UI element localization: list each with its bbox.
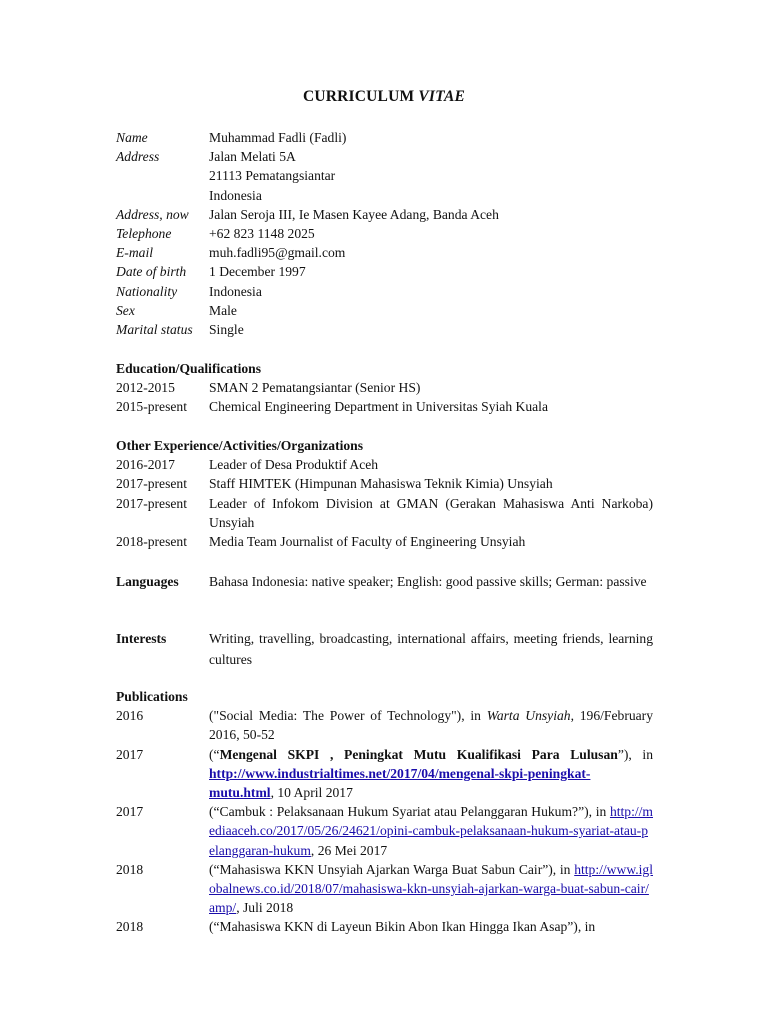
experience-text: Leader of Desa Produktif Aceh: [209, 457, 379, 473]
personal-row: [116, 224, 653, 243]
experience-period: 2018-present: [116, 534, 187, 550]
languages-section: [116, 572, 653, 591]
pub-text-pre: (“Cambuk : Pelaksanaan Hukum Syariat atau Pelanggaran Hukum?”), in: [209, 804, 610, 820]
experience-period: 2016-2017: [116, 457, 175, 473]
experience-period: 2017-present: [116, 476, 187, 492]
personal-row: [116, 166, 653, 185]
education-text: Chemical Engineering Department in Universitas Syiah Kuala: [209, 399, 548, 415]
experience-heading: Other Experience/Activities/Organizations: [116, 438, 364, 453]
pub-title: Mengenal SKPI , Peningkat Mutu Kualifikasi Para Lulusan: [219, 746, 618, 762]
experience-row: [116, 474, 653, 493]
pub-text-post: , 10 April 2017: [270, 785, 353, 801]
personal-label: Nationality: [116, 283, 178, 299]
languages-text: Bahasa Indonesia: native speaker; English: good passive skills; German: passive: [209, 574, 647, 589]
experience-text: Media Team Journalist of Faculty of Engineering Unsyiah: [209, 534, 526, 550]
pub-text-mid: ”), in: [617, 746, 653, 762]
personal-row: [116, 186, 653, 205]
personal-value: 21113 Pematangsiantar: [209, 168, 336, 184]
personal-value: Jalan Seroja III, Ie Masen Kayee Adang, Banda Aceh: [209, 206, 499, 222]
personal-label: Address, now: [116, 206, 189, 222]
publication-row: [116, 706, 653, 744]
personal-row: [116, 205, 653, 224]
interests-row: [116, 629, 653, 670]
experience-row: [116, 455, 653, 474]
pub-text-post: , Juli 2018: [236, 900, 294, 916]
languages-row: [116, 572, 653, 591]
pub-text-pre: (“Mahasiswa KKN di Layeun Bikin Abon Ikan Hingga Ikan Asap”), in: [209, 919, 596, 935]
education-row: [116, 397, 653, 416]
personal-value: muh.fadli95@gmail.com: [209, 245, 346, 261]
pub-text-pre: ("Social Media: The Power of Technology"), in: [209, 708, 487, 724]
personal-label: Name: [116, 130, 148, 145]
publication-text: [209, 745, 653, 803]
publication-row: [116, 745, 653, 803]
experience-period: 2017-present: [116, 495, 187, 511]
publications-section: [116, 687, 653, 937]
interests-label: Interests: [116, 631, 167, 646]
pub-link[interactable]: http://www.industrialtimes.net/2017/04/mengenal-skpi-peningkat-mutu.html: [209, 765, 591, 801]
pub-link[interactable]: http://www.iglobalnews.co.id/2018/07/mahasiswa-kkn-unsyiah-ajarkan-warga-buat-sabun-cair/amp/: [209, 861, 653, 916]
pub-text-pre: (“: [209, 746, 220, 762]
publication-text: [209, 706, 653, 744]
personal-value: 1 December 1997: [209, 264, 306, 280]
personal-row: [116, 147, 653, 166]
publication-row: [116, 802, 653, 860]
personal-value: Male: [209, 302, 237, 318]
publication-year: 2018: [116, 861, 144, 877]
personal-value: Single: [209, 322, 244, 338]
personal-label: Marital status: [116, 322, 193, 338]
title-main: CURRICULUM: [302, 88, 415, 105]
publication-text: [209, 917, 653, 936]
personal-row: [116, 262, 653, 281]
pub-text-post: , 196/February 2016, 50-52: [209, 708, 653, 743]
education-period: 2015-present: [116, 399, 187, 415]
experience-row: [116, 494, 653, 532]
education-text: SMAN 2 Pematangsiantar (Senior HS): [209, 380, 421, 396]
pub-link[interactable]: http://mediaaceh.co/2017/05/26/24621/opini-cambuk-pelaksanaan-hukum-syariat-atau-pelanggaran-hukum: [209, 804, 653, 858]
personal-row: [116, 128, 653, 147]
publication-year: 2017: [116, 746, 144, 762]
publication-text: [209, 860, 653, 918]
languages-label: Languages: [116, 574, 179, 589]
education-row: [116, 378, 653, 397]
personal-value: +62 823 1148 2025: [209, 226, 315, 242]
education-heading: Education/Qualifications: [116, 361, 262, 376]
publication-year: 2017: [116, 804, 144, 820]
title-emphasis: VITAE: [418, 88, 466, 105]
personal-value: Indonesia: [209, 187, 262, 203]
personal-row: [116, 243, 653, 262]
experience-section: [116, 436, 653, 551]
publication-row: [116, 860, 653, 918]
personal-value: Muhammad Fadli (Fadli): [209, 130, 347, 145]
publication-row: [116, 917, 653, 936]
education-period: 2012-2015: [116, 380, 175, 396]
personal-row: [116, 301, 653, 320]
publication-year: 2016: [116, 708, 144, 724]
personal-value: Indonesia: [209, 283, 262, 299]
personal-row: [116, 282, 653, 301]
personal-label: [116, 186, 209, 205]
experience-text: Leader of Infokom Division at GMAN (Gerakan Mahasiswa Anti Narkoba) Unsyiah: [209, 495, 653, 530]
interests-text: Writing, travelling, broadcasting, international affairs, meeting friends, learning cultures: [209, 631, 653, 667]
personal-label: Date of birth: [116, 264, 187, 280]
publication-year: 2018: [116, 919, 144, 935]
personal-label: Sex: [116, 302, 135, 318]
personal-label: [116, 166, 209, 185]
pub-text-post: , 26 Mei 2017: [310, 842, 388, 858]
experience-text: Staff HIMTEK (Himpunan Mahasiswa Teknik Kimia) Unsyiah: [209, 476, 553, 492]
publication-text: [209, 802, 653, 860]
personal-label: Telephone: [116, 226, 172, 242]
personal-details: [116, 128, 653, 339]
personal-value: Jalan Melati 5A: [209, 149, 296, 165]
personal-label: E-mail: [116, 245, 153, 261]
pub-journal: Warta Unsyiah: [486, 708, 571, 724]
experience-row: [116, 532, 653, 551]
pub-text-pre: (“Mahasiswa KKN Unsyiah Ajarkan Warga Buat Sabun Cair”), in: [209, 861, 575, 877]
personal-label: Address: [116, 149, 160, 165]
interests-section: [116, 629, 653, 670]
education-section: [116, 359, 653, 417]
document-title: [0, 88, 768, 106]
personal-row: [116, 320, 653, 339]
publications-heading: Publications: [116, 689, 188, 704]
